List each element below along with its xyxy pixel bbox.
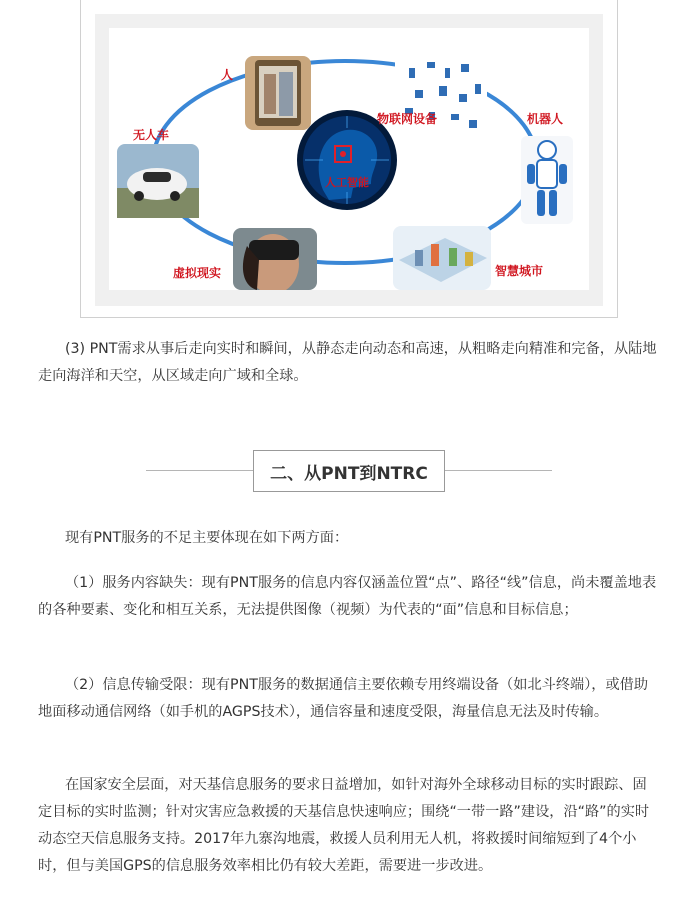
item-1-text: （1）服务内容缺失：现有PNT服务的信息内容仅涵盖位置“点”、路径“线”信息，尚未覆盖地表的各种要素、变化和相互关系，无法提供图像（视频）为代表的“面”信息和目标信息； — [38, 575, 657, 618]
national-security-paragraph — [38, 772, 660, 880]
robot-icon — [521, 136, 573, 224]
intro-paragraph — [38, 525, 660, 552]
label-robot: 机器人 — [527, 112, 564, 126]
smart-city-icon — [393, 226, 491, 290]
driverless-car-icon — [117, 144, 199, 218]
item-2-paragraph — [38, 672, 660, 726]
figure-background — [95, 14, 603, 306]
heading-rule-left — [146, 470, 253, 471]
intro-text: 现有PNT服务的不足主要体现在如下两方面： — [64, 530, 349, 546]
paragraph-3-text: (3) PNT需求从事后走向实时和瞬间，从静态走向动态和高速，从粗略走向精准和完备，从陆地走向海洋和天空，从区域走向广域和全球。 — [38, 341, 657, 384]
label-vr: 虚拟现实 — [173, 266, 222, 280]
label-person: 人 — [221, 68, 234, 82]
paragraph-3 — [38, 336, 660, 390]
item-1-paragraph — [38, 570, 660, 624]
section-heading-text: 二、从PNT到NTRC — [270, 463, 428, 484]
vr-headset-icon — [233, 228, 317, 290]
ai-center-label: 人工智能 — [325, 177, 369, 189]
heading-rule-right — [445, 470, 552, 471]
national-security-text: 在国家安全层面，对天基信息服务的要求日益增加，如针对海外全球移动目标的实时跟踪、固定目标的实时监测；针对灾害应急救援的天基信息快速响应；围绕“一带一路”建设，沿“路”的实时动态空天信息服务支持。2017年九寨沟地震，救援人员利用无人机，将救援时间缩短到了4个小时，但与美国GPS的信息服务效率相比仍有较大差距，需要进一步改进。 — [38, 777, 650, 874]
label-iot: 物联网设备 — [377, 112, 438, 126]
label-driverless-car: 无人车 — [133, 128, 170, 142]
section-heading — [253, 450, 445, 492]
ai-diagram — [109, 28, 589, 290]
ai-ring-diagram — [109, 28, 589, 290]
item-2-text: （2）信息传输受限：现有PNT服务的数据通信主要依赖专用终端设备（如北斗终端），或借助地面移动通信网络（如手机的AGPS技术），通信容量和速度受限，海量信息无法及时传输。 — [38, 677, 649, 720]
person-photo-icon — [245, 56, 311, 130]
figure-frame — [80, 0, 618, 318]
label-smart-city: 智慧城市 — [495, 264, 544, 278]
